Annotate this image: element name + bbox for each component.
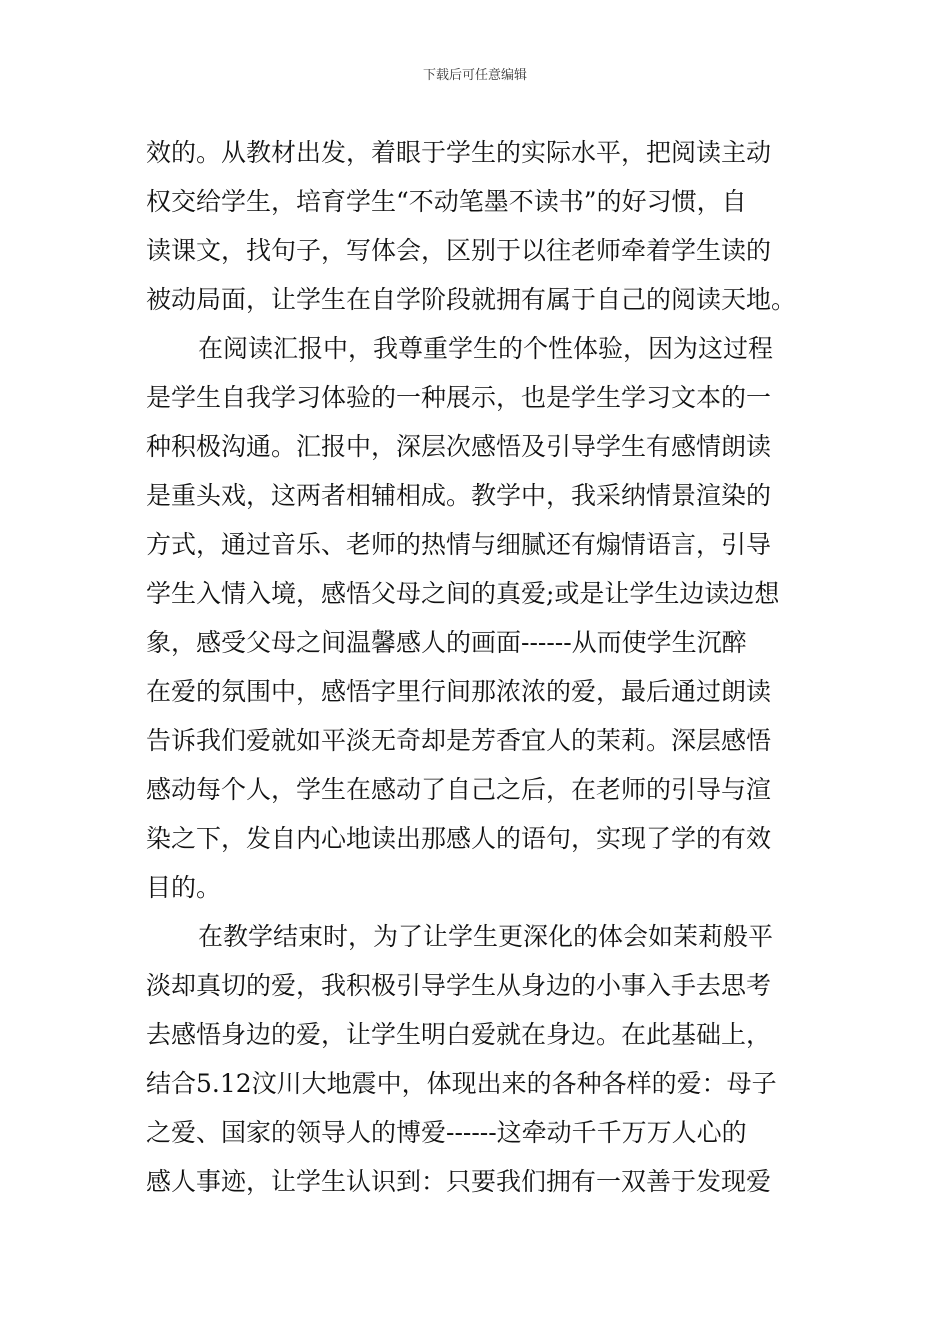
text-line: 效的。从教材出发，着眼于学生的实际水平，把阅读主动 xyxy=(146,138,772,167)
text-line: 被动局面，让学生在自学阶段就拥有属于自己的阅读天地。 xyxy=(146,285,797,314)
text-line: 染之下，发自内心地读出那感人的语句，实现了学的有效 xyxy=(146,824,772,853)
text-line: 淡却真切的爱，我积极引导学生从身边的小事入手去思考 xyxy=(146,971,772,1000)
text-line: 读课文，找句子，写体会，区别于以往老师牵着学生读的 xyxy=(146,236,772,265)
text-line: 方式，通过音乐、老师的热情与细腻还有煽情语言，引导 xyxy=(146,530,772,559)
text-line: 在爱的氛围中，感悟字里行间那浓浓的爱，最后通过朗读 xyxy=(146,677,772,706)
text-line: 感动每个人，学生在感动了自己之后，在老师的引导与渲 xyxy=(146,775,772,804)
text-line: 种积极沟通。汇报中，深层次感悟及引导学生有感情朗读 xyxy=(146,432,772,461)
text-line: 是重头戏，这两者相辅相成。教学中，我采纳情景渲染的 xyxy=(146,481,772,510)
text-line: 权交给学生，培育学生“不动笔墨不读书”的好习惯，自 xyxy=(146,187,747,216)
paragraph-start-line: 在教学结束时，为了让学生更深化的体会如茉莉般平 xyxy=(198,922,774,951)
text-line: 之爱、国家的领导人的博爱------这牵动千千万万人心的 xyxy=(146,1118,747,1147)
text-line: 去感悟身边的爱，让学生明白爱就在身边。在此基础上， xyxy=(146,1020,772,1049)
text-line: 告诉我们爱就如平淡无奇却是芳香宜人的茉莉。深层感悟 xyxy=(146,726,772,755)
text-line: 学生入情入境，感悟父母之间的真爱;或是让学生边读边想 xyxy=(146,579,780,608)
text-line: 是学生自我学习体验的一种展示，也是学生学习文本的一 xyxy=(146,383,772,412)
text-line: 结合5.12汶川大地震中，体现出来的各种各样的爱：母子 xyxy=(146,1069,777,1098)
paragraph-start-line: 在阅读汇报中，我尊重学生的个性体验，因为这过程 xyxy=(198,334,774,363)
document-body xyxy=(146,128,806,1206)
text-line: 感人事迹，让学生认识到：只要我们拥有一双善于发现爱 xyxy=(146,1167,772,1196)
page-header: 下载后可任意编辑 xyxy=(422,68,527,83)
text-line: 象，感受父母之间温馨感人的画面------从而使学生沉醉 xyxy=(146,628,747,657)
text-line: 目的。 xyxy=(146,873,222,902)
